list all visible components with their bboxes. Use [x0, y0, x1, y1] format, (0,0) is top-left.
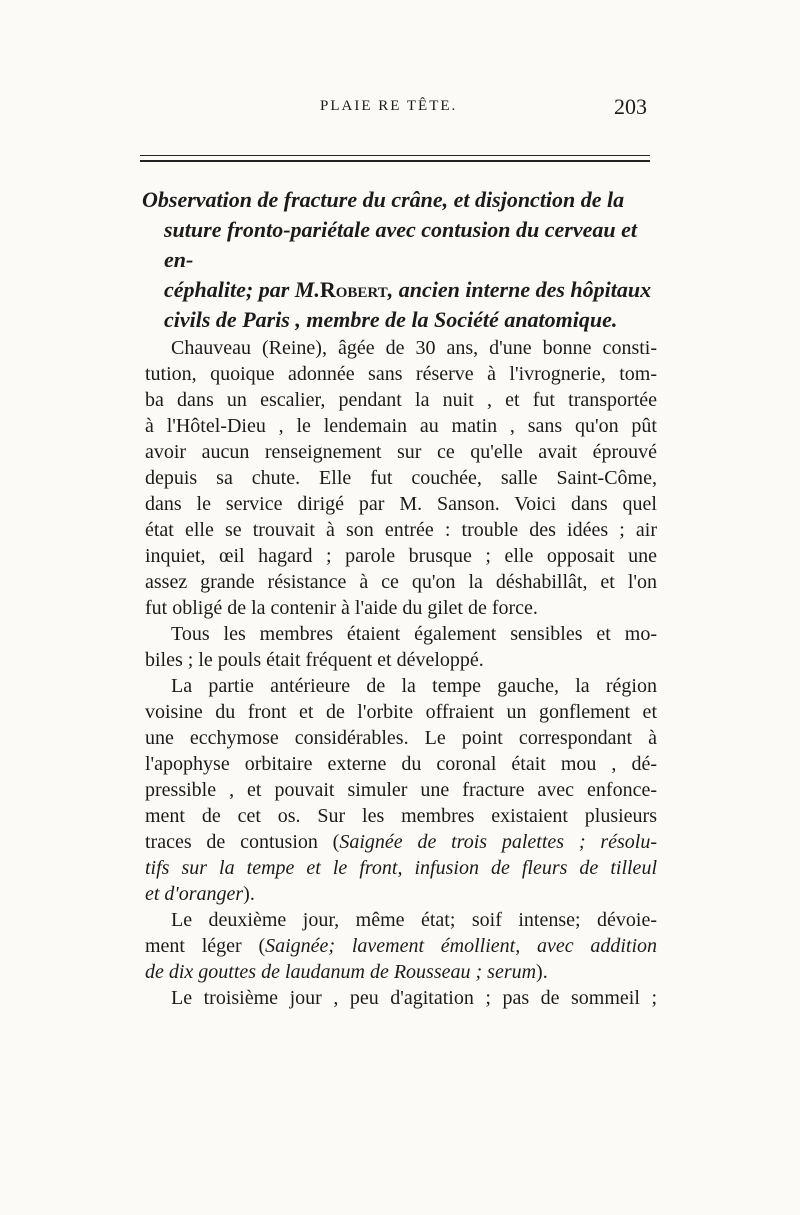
text-line: ment de cet os. Sur les membres existaient plusieurs — [145, 805, 657, 827]
text-line: une ecchymose considérables. Le point correspondant à — [145, 727, 657, 749]
text-line: fut obligé de la contenir à l'aide du gilet de force. — [145, 597, 538, 619]
text-segment: ). — [536, 961, 548, 983]
text-line: Chauveau (Reine), âgée de 30 ans, d'une bonne consti- — [171, 337, 657, 359]
prescription-text: tifs sur la tempe et le front, infusion de fleurs de tilleul — [145, 857, 657, 879]
title-text: céphalite; par M. — [164, 277, 320, 302]
text-line: voisine du front et de l'orbite offraient un gonflement et — [145, 701, 657, 723]
text-line: à l'Hôtel-Dieu , le lendemain au matin , sans qu'on pût — [145, 415, 657, 437]
text-line: Tous les membres étaient également sensibles et mo- — [171, 623, 657, 645]
title-line — [142, 275, 662, 305]
page-number: 203 — [614, 94, 647, 119]
title-line: suture fronto-pariétale avec contusion du cerveau et en- — [164, 217, 637, 272]
body-text — [145, 335, 657, 1011]
prescription-text: Saignée; lavement émollient, avec addition — [265, 935, 657, 957]
text-line: tution, quoique adonnée sans réserve à l'ivrognerie, tom- — [145, 363, 657, 385]
prescription-text: Saignée de trois palettes ; résolu- — [339, 831, 657, 853]
title-line: Observation de fracture du crâne, et disjonction de la — [142, 187, 625, 212]
text-segment: traces de contusion ( — [145, 831, 340, 853]
text-segment: ment léger ( — [145, 935, 266, 957]
text-line: avoir aucun renseignement sur ce qu'elle avait éprouvé — [145, 441, 657, 463]
text-line — [145, 855, 657, 881]
text-line: biles ; le pouls était fréquent et développé. — [145, 649, 484, 671]
text-line: pressible , et pouvait simuler une fracture avec enfonce- — [145, 779, 657, 801]
title-line: civils de Paris , membre de la Société anatomique. — [164, 307, 618, 332]
text-line: Le deuxième jour, même état; soif intense; dévoie- — [171, 909, 657, 931]
text-line: assez grande résistance à ce qu'on la déshabillât, et l'on — [145, 571, 657, 593]
text-line: ba dans un escalier, pendant la nuit , et fut transportée — [145, 389, 657, 411]
text-line: l'apophyse orbitaire externe du coronal était mou , dé- — [145, 753, 657, 775]
prescription-text: de dix gouttes de laudanum de Rousseau ; serum — [145, 961, 537, 983]
text-line: Le troisième jour , peu d'agitation ; pas de sommeil ; — [171, 987, 657, 1009]
header-rule-thin — [140, 155, 650, 156]
text-line: état elle se trouvait à son entrée : trouble des idées ; air — [145, 519, 657, 541]
author-name: Robert — [319, 277, 388, 302]
text-line — [145, 959, 657, 985]
text-line — [145, 829, 657, 855]
text-line — [145, 881, 657, 907]
text-line: La partie antérieure de la tempe gauche, la région — [171, 675, 657, 697]
prescription-text: et d'oranger — [145, 883, 244, 905]
text-line: inquiet, œil hagard ; parole brusque ; elle opposait une — [145, 545, 657, 567]
header-rule-thick — [140, 160, 650, 162]
text-segment: ). — [243, 883, 255, 905]
title-text: , ancien interne des hôpitaux — [387, 277, 652, 302]
observation-title — [142, 185, 662, 335]
text-line: depuis sa chute. Elle fut couchée, salle Saint-Côme, — [145, 467, 657, 489]
running-title: PLAIE RE TÊTE. — [320, 98, 458, 114]
text-line — [145, 933, 657, 959]
text-line: dans le service dirigé par M. Sanson. Voici dans quel — [145, 493, 657, 515]
